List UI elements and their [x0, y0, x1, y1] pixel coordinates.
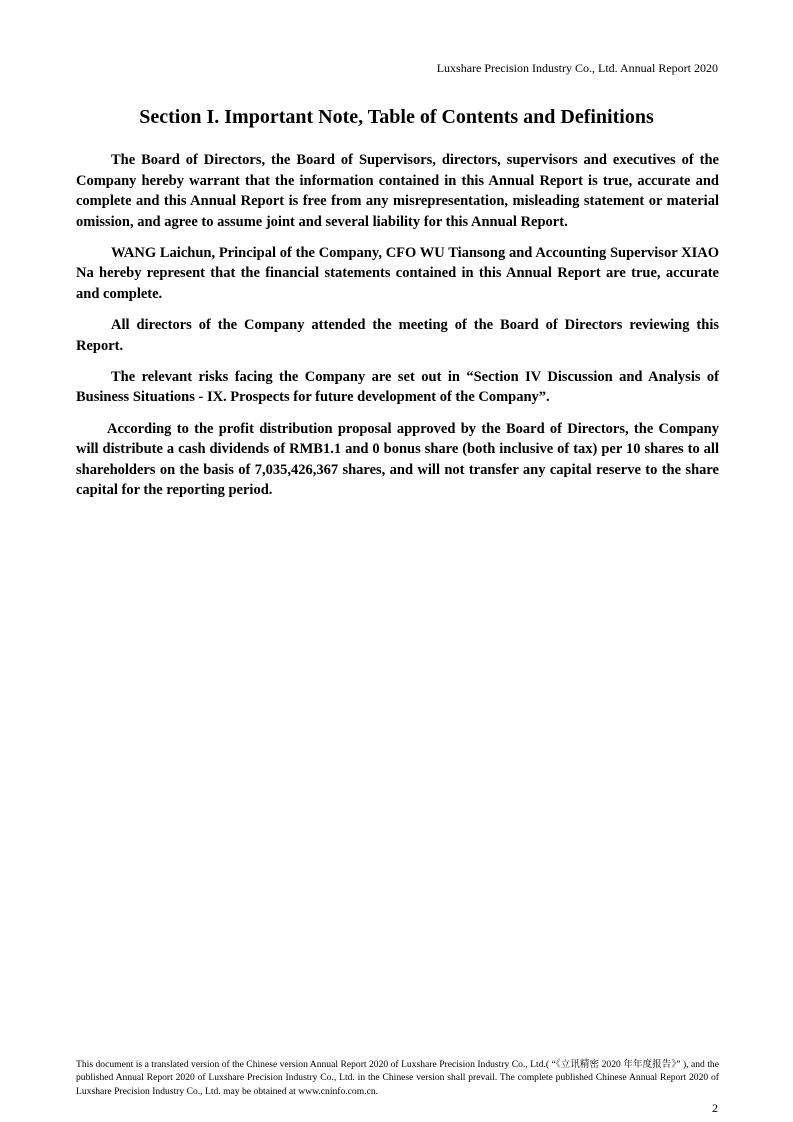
- paragraph-profit-distribution: According to the profit distribution proposal approved by the Board of Directors, the Company will distribute a cash dividends of RMB1.1 and 0 bonus share (both inclusive of tax) per 10 shares to all shareholders on the basis of 7,035,426,367 shares, and will not transfer any capital reserve to the share capital for the reporting period.: [76, 420, 719, 499]
- paragraph-directors-attendance: All directors of the Company attended the meeting of the Board of Directors reviewing this Report.: [76, 317, 719, 354]
- translation-footnote: This document is a translated version of the Chinese version Annual Report 2020 of Luxshare Precision Industry Co., Ltd.( “《立讯精密 2020 年年度报告》” ), and the published Annual Report 2020 of Luxshare Precision Industry Co., Ltd. in the Chinese version shall prevail. The complete published Chinese Annual Report 2020 of Luxshare Precision Industry Co., Ltd. may be obtained at www.cninfo.com.cn.: [76, 1059, 719, 1097]
- section-title: Section I. Important Note, Table of Contents and Definitions: [139, 106, 654, 128]
- paragraph-financial-representation: WANG Laichun, Principal of the Company, CFO WU Tiansong and Accounting Supervisor XIAO Na hereby represent that the financial statements contained in this Annual Report are true, accurate and complete.: [76, 244, 719, 303]
- page-number: 2: [712, 1101, 718, 1115]
- paragraph-risks: The relevant risks facing the Company are set out in “Section IV Discussion and Analysis of Business Situations - IX. Prospects for future development of the Company”.: [76, 368, 719, 406]
- page-header: Luxshare Precision Industry Co., Ltd. Annual Report 2020: [436, 61, 718, 75]
- important-note-body: [76, 150, 719, 511]
- paragraph-board-warranty: The Board of Directors, the Board of Supervisors, directors, supervisors and executives of the Company hereby warrant that the information contained in this Annual Report is true, accurate and complete and this Annual Report is free from any misrepresentation, misleading statement or material omission, and agree to assume joint and several liability for this Annual Report.: [76, 152, 719, 230]
